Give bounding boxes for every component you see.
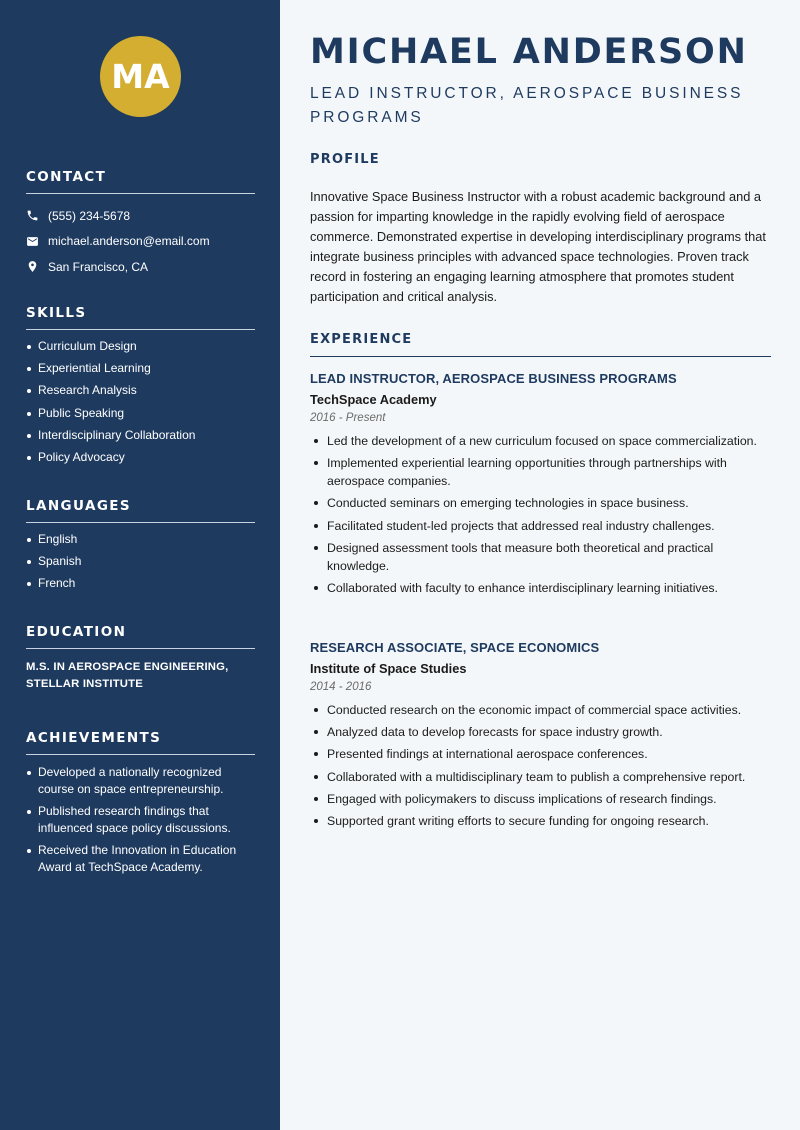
languages-title: LANGUAGES <box>26 498 255 523</box>
language-item: English <box>26 532 255 547</box>
job-title: LEAD INSTRUCTOR, AEROSPACE BUSINESS PROGRAMS <box>310 371 677 386</box>
job-entry <box>310 371 771 601</box>
avatar <box>100 36 181 117</box>
job-company: Institute of Space Studies <box>310 661 467 676</box>
location-text: San Francisco, CA <box>48 259 149 274</box>
experience-title: EXPERIENCE <box>310 332 771 357</box>
avatar-initials: MA <box>111 57 170 96</box>
skill-item: Public Speaking <box>26 406 255 421</box>
job-bullets <box>310 701 771 830</box>
job-dates: 2014 - 2016 <box>310 681 372 693</box>
achievements-list <box>26 764 255 876</box>
job-bullet: Designed assessment tools that measure both theoretical and practical knowledge. <box>310 539 771 575</box>
phone-icon <box>26 209 39 222</box>
education-degree: M.S. IN AEROSPACE ENGINEERING, STELLAR INSTITUTE <box>26 661 229 690</box>
skill-item: Curriculum Design <box>26 339 255 354</box>
candidate-headline: LEAD INSTRUCTOR, AEROSPACE BUSINESS PROGRAMS <box>310 85 744 126</box>
job-bullet: Collaborated with faculty to enhance interdisciplinary learning initiatives. <box>310 579 771 597</box>
contact-phone <box>26 203 255 229</box>
job-bullet: Engaged with policymakers to discuss implications of research findings. <box>310 790 771 808</box>
sidebar <box>0 0 280 1130</box>
skills-section <box>26 305 255 472</box>
email-link[interactable]: michael.anderson@email.com <box>48 234 210 249</box>
achievement-item: Developed a nationally recognized course on space entrepreneurship. <box>26 764 255 798</box>
contact-list <box>26 203 255 280</box>
language-item: French <box>26 576 255 591</box>
contact-section <box>26 169 255 280</box>
skill-item: Experiential Learning <box>26 361 255 376</box>
profile-text: Innovative Space Business Instructor with a robust academic background and a passion for imparting knowledge in the rapidly evolving field of aerospace commerce. Demonstrated expertise in developing interdisciplinary programs that integrate business principles with advanced space technologies. Proven track record in fostering an engaging learning atmosphere that promotes student participation and critical analysis. <box>310 189 766 304</box>
job-bullet: Conducted research on the economic impact of commercial space activities. <box>310 701 771 719</box>
job-entry <box>310 640 771 834</box>
contact-title: CONTACT <box>26 169 255 194</box>
profile-title: PROFILE <box>310 152 380 167</box>
achievements-section <box>26 730 255 881</box>
skills-title: SKILLS <box>26 305 255 330</box>
job-bullet: Conducted seminars on emerging technologies in space business. <box>310 494 771 512</box>
job-bullet: Led the development of a new curriculum focused on space commercialization. <box>310 432 771 450</box>
job-company: TechSpace Academy <box>310 392 437 407</box>
contact-location <box>26 254 255 280</box>
job-bullet: Facilitated student-led projects that addressed real industry challenges. <box>310 517 771 535</box>
candidate-name: MICHAEL ANDERSON <box>310 32 748 72</box>
job-title: RESEARCH ASSOCIATE, SPACE ECONOMICS <box>310 640 600 655</box>
job-bullet: Supported grant writing efforts to secure funding for ongoing research. <box>310 812 771 830</box>
skill-item: Policy Advocacy <box>26 450 255 465</box>
job-bullet: Collaborated with a multidisciplinary team to publish a comprehensive report. <box>310 768 771 786</box>
achievement-item: Published research findings that influenced space policy discussions. <box>26 803 255 837</box>
language-item: Spanish <box>26 554 255 569</box>
job-bullet: Implemented experiential learning opportunities through partnerships with aerospace companies. <box>310 454 771 490</box>
achievements-title: ACHIEVEMENTS <box>26 730 255 755</box>
job-dates: 2016 - Present <box>310 412 386 424</box>
languages-section <box>26 498 255 599</box>
achievement-item: Received the Innovation in Education Award at TechSpace Academy. <box>26 842 255 876</box>
languages-list <box>26 532 255 591</box>
education-section <box>26 624 255 693</box>
skill-item: Research Analysis <box>26 383 255 398</box>
location-pin-icon <box>26 260 39 273</box>
job-bullet: Analyzed data to develop forecasts for space industry growth. <box>310 723 771 741</box>
job-bullets <box>310 432 771 597</box>
contact-email <box>26 229 255 255</box>
skill-item: Interdisciplinary Collaboration <box>26 428 255 443</box>
phone-text: (555) 234-5678 <box>48 208 131 223</box>
email-icon <box>26 235 39 248</box>
skills-list <box>26 339 255 465</box>
education-title: EDUCATION <box>26 624 255 649</box>
job-bullet: Presented findings at international aerospace conferences. <box>310 745 771 763</box>
